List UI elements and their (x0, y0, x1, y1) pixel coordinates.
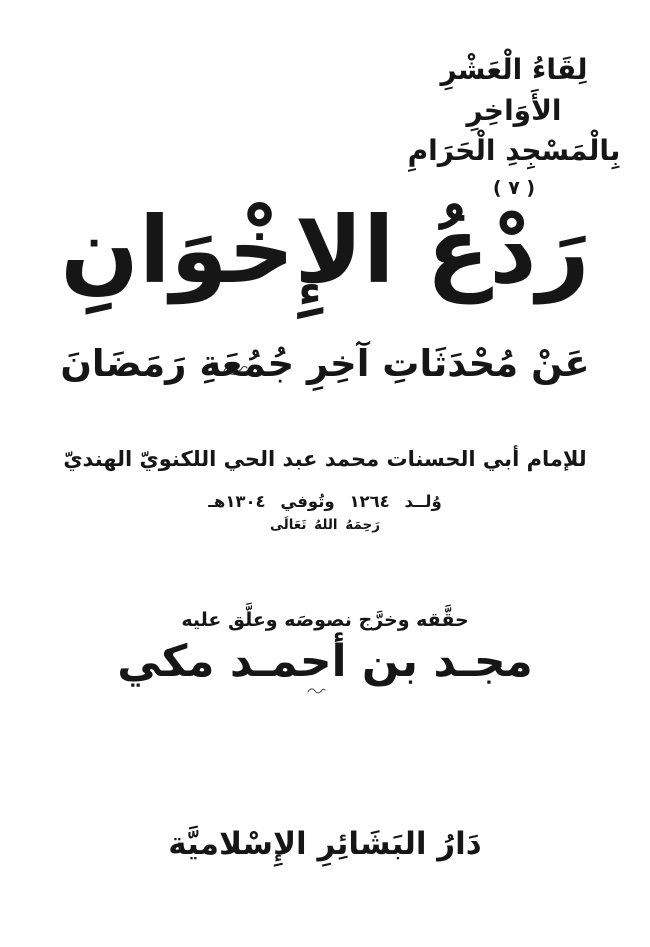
editor-role-line: حقَّقه وخرَّج نصوصَه وعلَّق عليه (181, 609, 469, 631)
editor-signature-mark (306, 686, 326, 696)
series-title-line2: بِالْمَسْجِدِ الْحَرَامِ (407, 134, 621, 168)
series-header (394, 50, 634, 202)
series-title-line1: لِقَاءُ الْعَشْرِ الأَوَاخِرِ (440, 53, 588, 127)
author-name: للإمام أبي الحسنات محمد عبد الحي اللكنويّ الهنديّ (63, 447, 587, 471)
editor-name: مجـد بن أحمـد مكي (117, 636, 533, 687)
publisher-name: دَارُ البَشَائِرِ الإِسْلاميَّة (168, 826, 482, 862)
book-subtitle: عَنْ مُحْدَثَاتِ آخِرِ جُمُعَةِ رَمَضَانَ (60, 342, 590, 385)
author-blessing: رَحِمَهُ اللهُ تَعَالَى (269, 517, 381, 533)
author-dates: وُلــد ١٢٦٤ وتُوفي ١٣٠٤هـ (208, 492, 442, 511)
series-volume-number: ( ٧ ) (492, 176, 536, 199)
book-title: رَدْعُ الإِخْوَانِ (60, 197, 590, 304)
